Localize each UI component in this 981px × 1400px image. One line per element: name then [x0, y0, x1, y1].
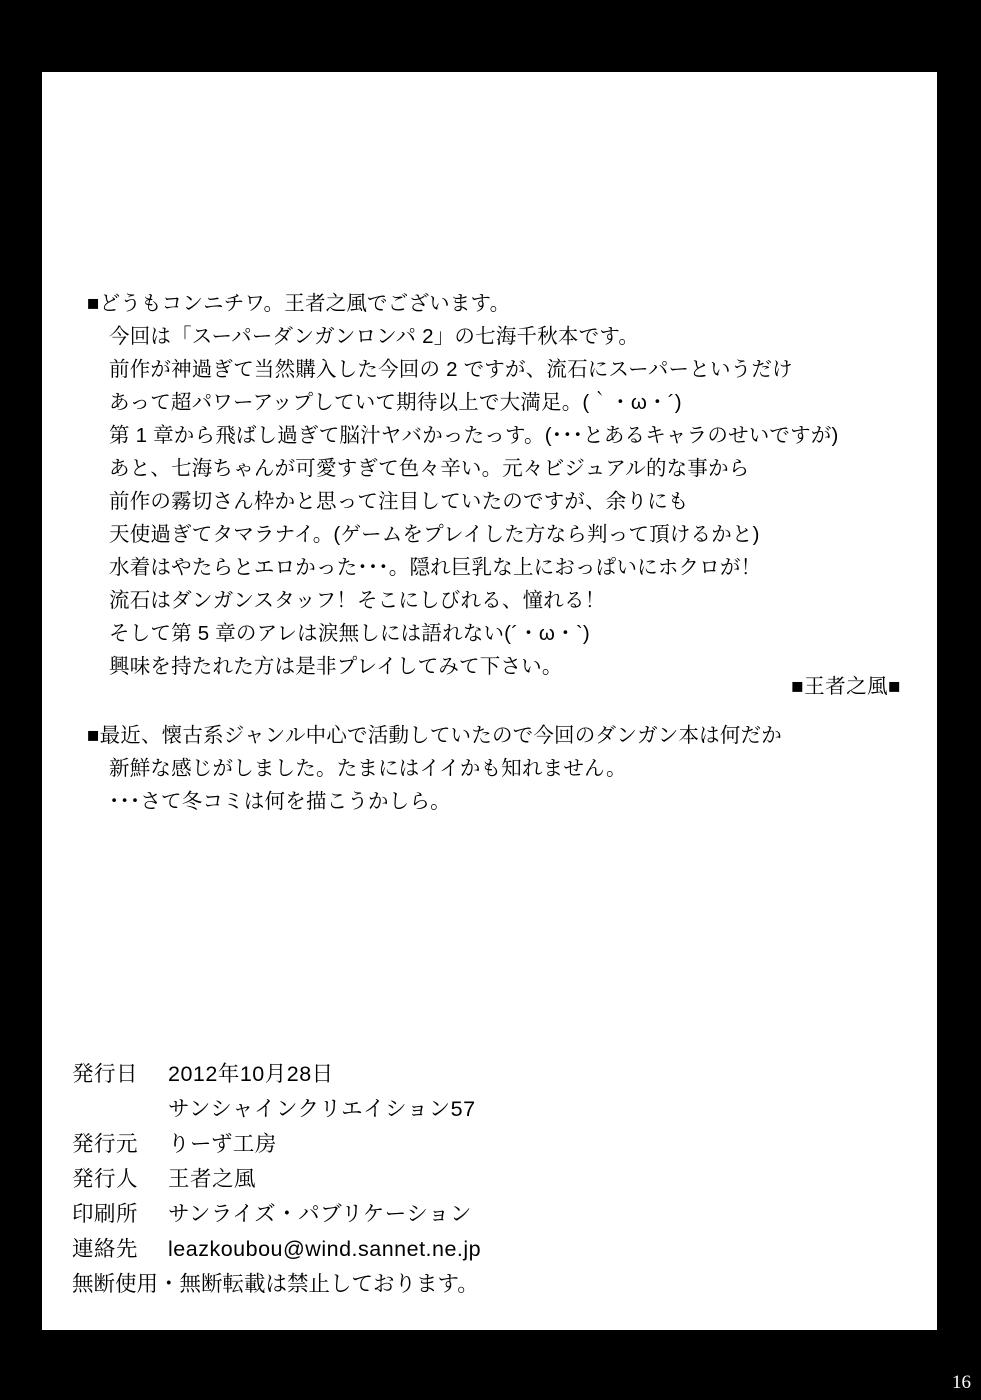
- colophon-value: サンライズ・パブリケーション: [168, 1202, 472, 1226]
- colophon-contact-email: leazkoubou@wind.sannet.ne.jp: [168, 1237, 482, 1261]
- afterword-line: あと、七海ちゃんが可愛すぎて色々辛い。元々ビジュアル的な事から: [109, 457, 750, 480]
- author-signature: ■王者之風■: [791, 675, 901, 698]
- colophon-value: 王者之風: [168, 1167, 257, 1191]
- colophon-section: [72, 1057, 892, 1302]
- afterword-line: ■最近、懐古系ジャンル中心で活動していたので今回のダンガン本は何だか: [87, 724, 782, 747]
- colophon-label: 発行人: [72, 1167, 139, 1191]
- afterword-line: 流石はダンガンスタッフ！そこにしびれる、憧れる！: [109, 589, 606, 612]
- colophon-row: [72, 1092, 892, 1127]
- afterword-line: 興味を持たれた方は是非プレイしてみて下さい。: [109, 655, 563, 678]
- colophon-label: 連絡先: [72, 1237, 139, 1261]
- afterword-line: 今回は「スーパーダンガンロンパ 2」の七海千秋本です。: [109, 325, 640, 348]
- colophon-row: [72, 1127, 892, 1162]
- afterword-line: 水着はやたらとエロかった･･･。隠れ巨乳な上におっぱいにホクロが！: [109, 556, 762, 579]
- afterword-section: [87, 287, 897, 818]
- colophon-value: サンシャインクリエイション57: [168, 1097, 476, 1121]
- afterword-line: 天使過ぎてタマラナイ。(ゲームをプレイした方なら判って頂けるかと): [109, 523, 760, 546]
- afterword-line: 前作が神過ぎて当然購入した今回の 2 ですが、流石にスーパーというだけ: [109, 358, 793, 381]
- afterword-line: 前作の霧切さん枠かと思って注目していたのですが、余りにも: [109, 490, 689, 513]
- colophon-label: 印刷所: [72, 1202, 139, 1226]
- afterword-line: 新鮮な感じがしました。たまにはイイかも知れません。: [109, 757, 627, 780]
- afterword-paragraph-1: [87, 287, 897, 683]
- afterword-line: そして第 5 章のアレは涙無しには語れない(´・ω・`): [109, 622, 590, 645]
- page-sheet: [42, 72, 937, 1330]
- colophon-value: 2012年10月28日: [168, 1062, 334, 1086]
- page-number: 16: [952, 1372, 971, 1393]
- afterword-line: 第 1 章から飛ばし過ぎて脳汁ヤバかったっす。(･･･とあるキャラのせいですが): [109, 424, 839, 447]
- colophon-value: りーず工房: [168, 1132, 277, 1156]
- colophon-row: [72, 1162, 892, 1197]
- colophon-row: [72, 1232, 892, 1267]
- colophon-notice: 無断使用・無断転載は禁止しております。: [72, 1272, 479, 1296]
- page-content: [42, 72, 937, 1330]
- colophon-label: 発行日: [72, 1062, 139, 1086]
- afterword-line: ･･･さて冬コミは何を描こうかしら。: [109, 790, 451, 813]
- colophon-label: 発行元: [72, 1132, 139, 1156]
- colophon-row: [72, 1057, 892, 1092]
- colophon-row: [72, 1197, 892, 1232]
- afterword-paragraph-2: [87, 719, 897, 818]
- afterword-line: あって超パワーアップしていて期待以上で大満足。(｀・ω・´): [109, 391, 682, 414]
- afterword-line: ■どうもコンニチワ。王者之風でございます。: [87, 292, 511, 315]
